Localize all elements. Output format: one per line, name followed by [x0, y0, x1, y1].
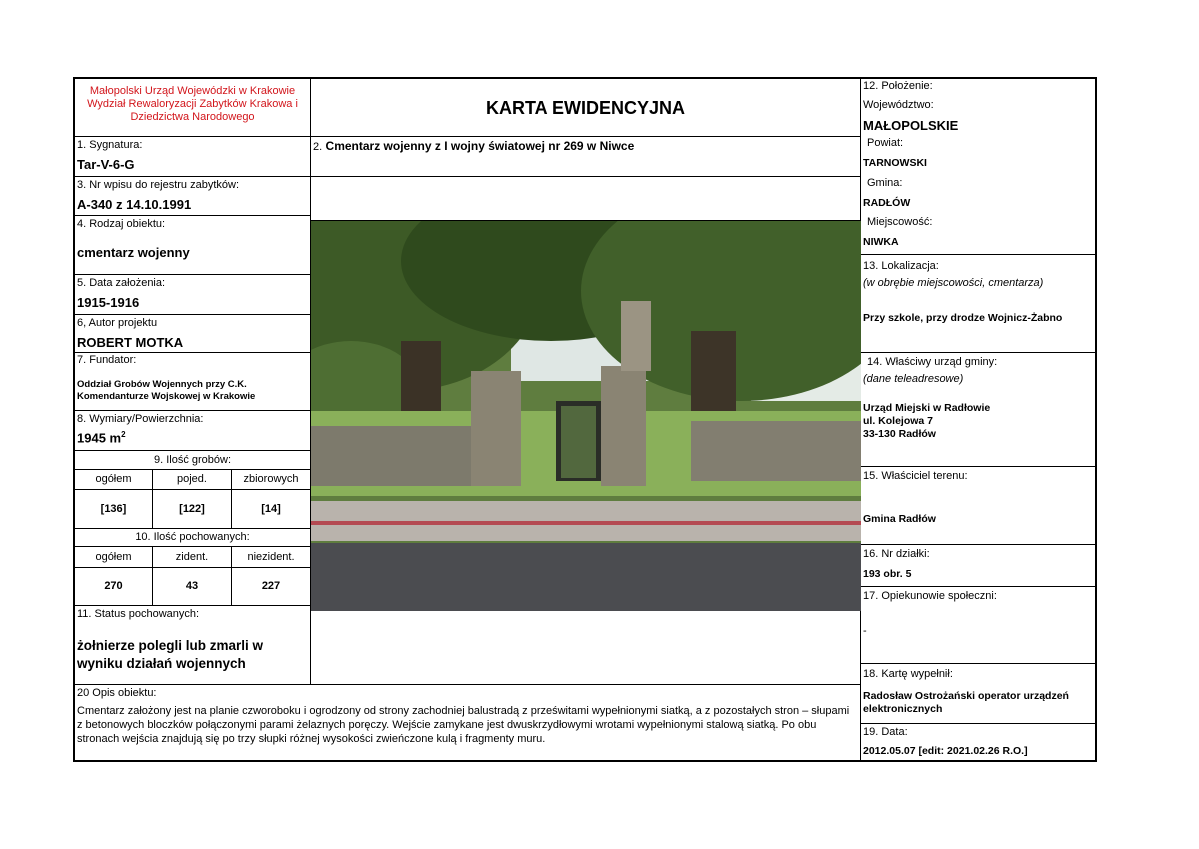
land-owner-value: Gmina Radłów — [863, 513, 936, 525]
object-type-value: cmentarz wojenny — [77, 245, 190, 260]
dimensions-cell — [75, 411, 311, 451]
land-owner-cell — [861, 467, 1097, 545]
buried-status-label: 11. Status pochowanych: — [77, 608, 200, 620]
graves-header-collective: zbiorowych — [232, 470, 311, 490]
plot-number-label: 16. Nr działki: — [863, 548, 930, 560]
localization-hint: (w obrębie miejscowości, cmentarza) — [863, 277, 1044, 289]
author-label: 6, Autor projektu — [77, 317, 158, 329]
graves-single-value: [122] — [153, 490, 232, 529]
description-label: 20 Opis obiektu: — [77, 687, 157, 699]
buried-status-value: żołnierze polegli lub zmarli w wyniku działań wojennych — [77, 638, 264, 671]
commune-value: RADŁÓW — [863, 197, 911, 209]
date-value: 2012.05.07 [edit: 2021.02.26 R.O.] — [863, 745, 1028, 757]
location-label: 12. Położenie: — [863, 80, 933, 92]
plot-number-cell — [861, 545, 1097, 587]
buried-total-value: 270 — [75, 568, 153, 606]
buried-header-total: ogółem — [75, 547, 153, 568]
institution-header: Małopolski Urząd Wojewódzki w Krakowie Wydział Rewaloryzacji Zabytków Krakowa i Dziedzictwa Narodowego — [75, 79, 311, 137]
author-value: ROBERT MOTKA — [77, 335, 184, 350]
date-cell — [861, 724, 1097, 762]
buried-count-label: 10. Ilość pochowanych: — [75, 529, 311, 547]
founder-label: 7. Fundator: — [77, 354, 137, 366]
commune-office-street: ul. Kolejowa 7 — [863, 415, 934, 427]
graves-total-value: [136] — [75, 490, 153, 529]
register-label: 3. Nr wpisu do rejestru zabytków: — [77, 179, 240, 191]
district-value: TARNOWSKI — [863, 157, 927, 169]
document-title: KARTA EWIDENCYJNA — [311, 79, 861, 137]
buried-unidentified-value: 227 — [232, 568, 311, 606]
author-cell — [75, 315, 311, 353]
commune-label: Gmina: — [867, 177, 903, 189]
guardians-label: 17. Opiekunowie społeczni: — [863, 590, 997, 602]
object-name: Cmentarz wojenny z I wojny światowej nr 269 w Niwce — [325, 139, 635, 153]
dimensions-number: 1945 m — [77, 430, 122, 446]
description-text: Cmentarz założony jest na planie czworoboku i ogrodzony od strony zachodniej balustradą z prześwitami wypełnionymi siatką, a z pozostałych stron – słupami z betonowych bloczków połączonymi parami żelaznych poręczy. Wejście zamykane jest dwuskrzydłowymi wrotami wypełnionymi stalową siatką. Po obu stronach wejścia znajdują się po trzy słupki różnej wysokości zwieńczone kulą i fragmenty muru. — [77, 705, 850, 745]
dimensions-label: 8. Wymiary/Powierzchnia: — [77, 413, 204, 425]
register-cell — [75, 177, 311, 216]
object-type-label: 4. Rodzaj obiektu: — [77, 218, 166, 230]
graves-header-single: pojed. — [153, 470, 232, 490]
blank-lower — [311, 611, 861, 685]
object-type-cell — [75, 216, 311, 275]
filled-by-value: Radosław Ostrożański operator urządzeń elektronicznych — [863, 690, 1069, 715]
founding-date-value: 1915-1916 — [77, 295, 140, 310]
founder-cell — [75, 353, 311, 411]
buried-status-cell — [75, 606, 311, 685]
object-name-number: 2. — [313, 141, 323, 153]
localization-cell — [861, 255, 1097, 353]
object-name-cell — [311, 137, 861, 177]
guardians-cell — [861, 587, 1097, 664]
buried-header-unidentified: niezident. — [232, 547, 311, 568]
land-owner-label: 15. Właściciel terenu: — [863, 470, 968, 482]
dimensions-unit-exponent: 2 — [121, 430, 126, 439]
commune-office-name: Urząd Miejski w Radłowie — [863, 402, 991, 414]
blank-row — [311, 177, 861, 221]
signature-label: 1. Sygnatura: — [77, 139, 143, 151]
commune-office-label: 14. Właściwy urząd gminy: — [867, 356, 998, 368]
dimensions-value — [75, 430, 310, 445]
signature-cell — [75, 137, 311, 177]
filled-by-cell — [861, 664, 1097, 724]
localization-label: 13. Lokalizacja: — [863, 260, 939, 272]
cemetery-gate-photo — [311, 221, 861, 611]
register-value: A-340 z 14.10.1991 — [77, 197, 192, 212]
localization-value: Przy szkole, przy drodze Wojnicz-Żabno — [863, 312, 1063, 324]
location-block — [861, 79, 1097, 255]
filled-by-label: 18. Kartę wypełnił: — [863, 668, 953, 680]
locality-label: Miejscowość: — [867, 216, 933, 228]
locality-value: NIWKA — [863, 236, 899, 248]
plot-number-value: 193 obr. 5 — [863, 568, 912, 580]
founding-date-cell — [75, 275, 311, 315]
graves-count-label: 9. Ilość grobów: — [75, 451, 311, 470]
commune-office-hint: (dane teleadresowe) — [863, 373, 964, 385]
signature-value: Tar-V-6-G — [77, 157, 135, 172]
graves-header-total: ogółem — [75, 470, 153, 490]
commune-office-cell — [861, 353, 1097, 467]
date-label: 19. Data: — [863, 726, 908, 738]
graves-collective-value: [14] — [232, 490, 311, 529]
voivodeship-label: Województwo: — [863, 99, 934, 111]
founder-value: Oddział Grobów Wojennych przy C.K. Komendanturze Wojskowej w Krakowie — [77, 379, 256, 402]
record-card — [73, 77, 1097, 762]
voivodeship-value: MAŁOPOLSKIE — [863, 118, 959, 133]
guardians-value: - — [863, 625, 867, 637]
district-label: Powiat: — [867, 137, 904, 149]
founding-date-label: 5. Data założenia: — [77, 277, 166, 289]
buried-identified-value: 43 — [153, 568, 232, 606]
buried-header-identified: zident. — [153, 547, 232, 568]
description-cell — [75, 685, 861, 762]
commune-office-postcode: 33-130 Radłów — [863, 428, 936, 440]
